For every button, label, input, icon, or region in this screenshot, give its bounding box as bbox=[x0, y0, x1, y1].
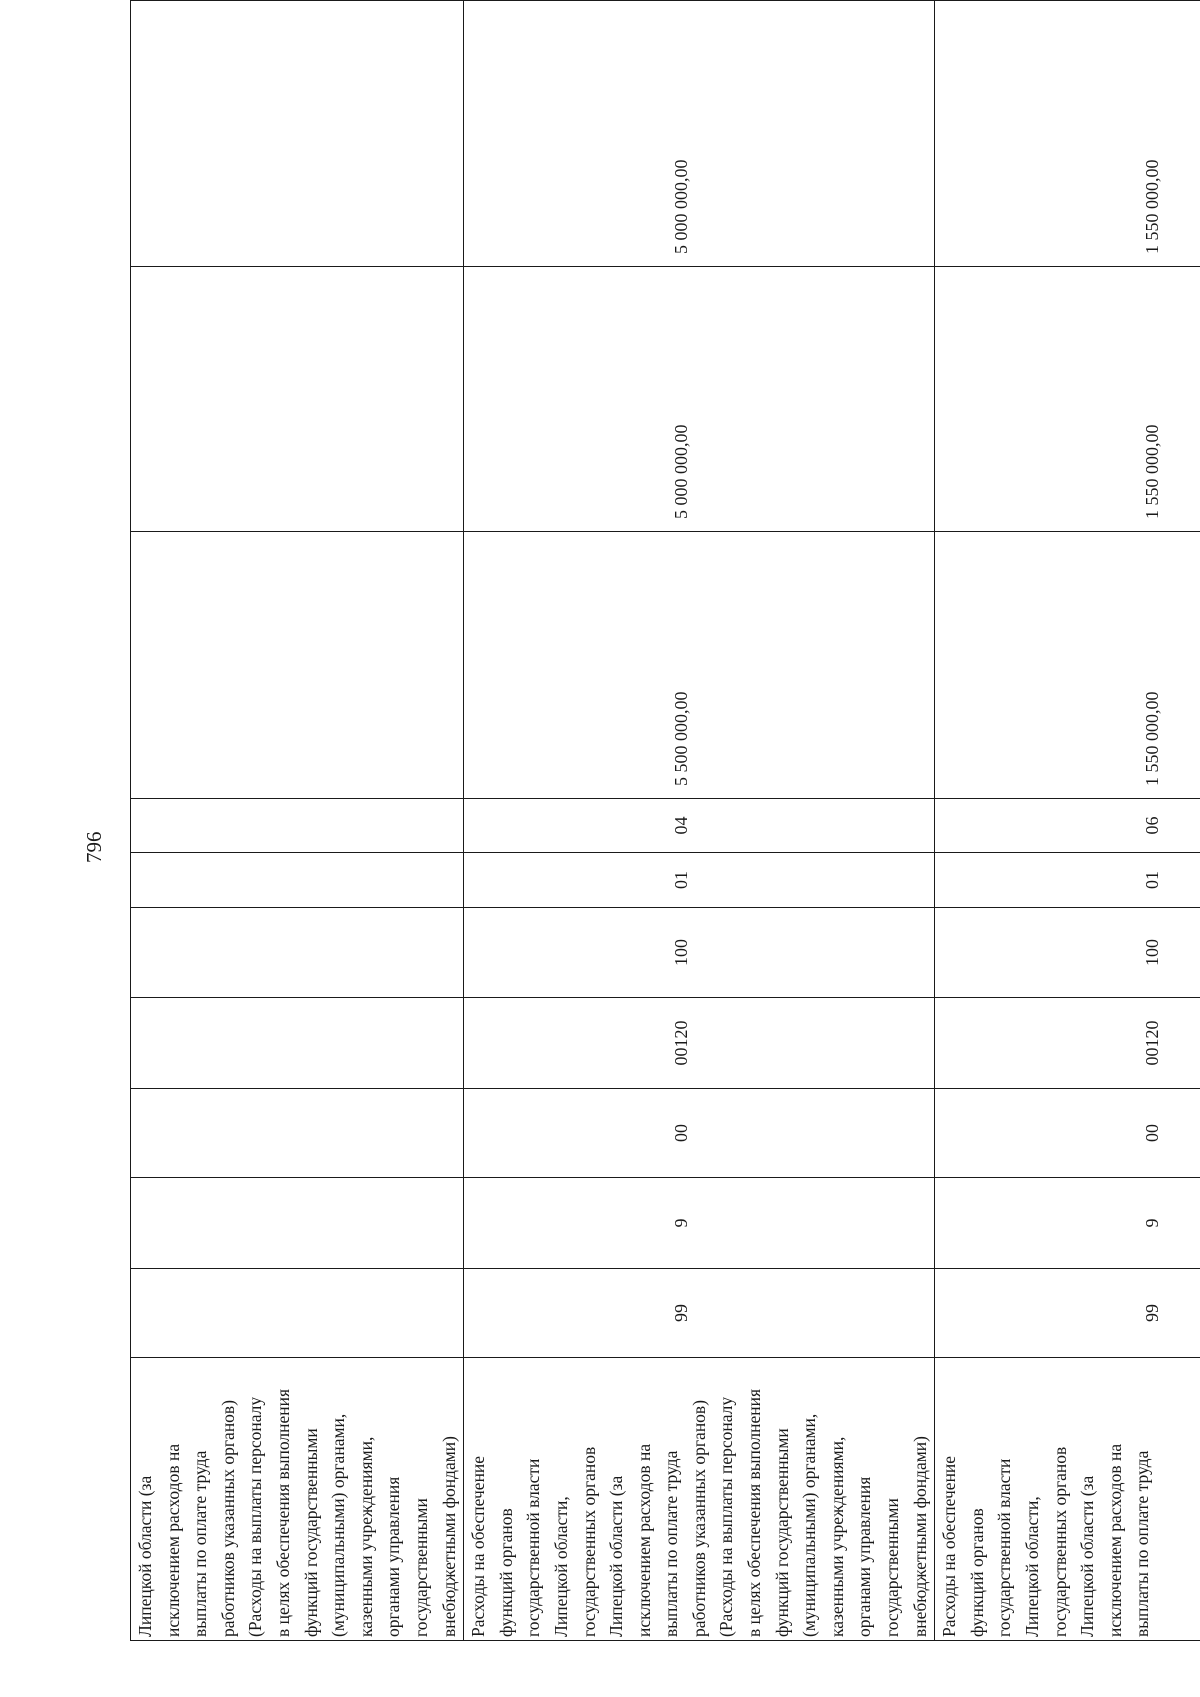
description-line: (Расходы на выплаты персоналу bbox=[716, 1396, 737, 1637]
description-line: Липецкой области, bbox=[550, 1496, 571, 1637]
description-line: (муниципальными) органами, bbox=[328, 1413, 349, 1637]
cell-amount-year2: 5 000 000,00 bbox=[464, 267, 935, 532]
description-line: функций органов bbox=[966, 1508, 987, 1637]
description-line: работников указанных органов) bbox=[688, 1399, 709, 1637]
description-line: казенными учреждениями, bbox=[355, 1436, 376, 1637]
description-line: выплаты по оплате труда bbox=[661, 1450, 682, 1637]
description-line: органами управления bbox=[383, 1476, 404, 1637]
table-row bbox=[131, 1, 464, 1641]
cell-subsection: 04 bbox=[464, 799, 935, 853]
description-line: исключением расходов на bbox=[1104, 1443, 1125, 1637]
description-line: в целях обеспечения выполнения bbox=[272, 1388, 293, 1637]
description-line: Липецкой области (за bbox=[606, 1475, 627, 1637]
budget-table-rotated bbox=[130, 1, 1163, 1641]
row-description bbox=[131, 1358, 464, 1641]
cell-subprogram bbox=[131, 1178, 464, 1269]
description-line: в целях обеспечения выполнения bbox=[744, 1388, 765, 1637]
description-line: выплаты по оплате труда bbox=[1132, 1450, 1153, 1637]
description-line: функций органов bbox=[495, 1508, 516, 1637]
cell-section bbox=[131, 853, 464, 908]
description-line: государственных органов bbox=[1049, 1446, 1070, 1637]
cell-subprogram: 9 bbox=[464, 1178, 935, 1269]
cell-direction bbox=[131, 998, 464, 1089]
cell-section: 01 bbox=[935, 853, 1200, 908]
cell-section: 01 bbox=[464, 853, 935, 908]
cell-main-event: 00 bbox=[464, 1089, 935, 1178]
cell-main-event: 00 bbox=[935, 1089, 1200, 1178]
cell-amount-year2: 1 550 000,00 bbox=[935, 267, 1200, 532]
cell-subsection: 06 bbox=[935, 799, 1200, 853]
description-line: (муниципальными) органами, bbox=[799, 1413, 820, 1637]
description-line: Липецкой области, bbox=[1022, 1496, 1042, 1637]
cell-subsection bbox=[131, 799, 464, 853]
description-line: государственной власти bbox=[523, 1458, 544, 1637]
description-line: Липецкой области (за bbox=[1077, 1475, 1098, 1637]
description-line: государственных органов bbox=[578, 1446, 599, 1637]
cell-amount-year1: 5 500 000,00 bbox=[464, 532, 935, 799]
cell-amount-year3: 1 550 000,00 bbox=[935, 1, 1200, 267]
description-line: функций государственными bbox=[300, 1428, 321, 1637]
description-line: государственными bbox=[882, 1498, 903, 1637]
description-line: казенными учреждениями, bbox=[826, 1436, 847, 1637]
description-line: Расходы на обеспечение bbox=[468, 1455, 489, 1637]
description-line: государственными bbox=[410, 1498, 431, 1637]
description-line: Расходы на обеспечение bbox=[939, 1455, 960, 1637]
page-number: 796 bbox=[82, 831, 106, 863]
description-line: внебюджетными фондами) bbox=[438, 1436, 459, 1637]
cell-expense-type: 100 bbox=[464, 908, 935, 998]
description-line: государственной власти bbox=[994, 1458, 1015, 1637]
row-description bbox=[464, 1358, 935, 1641]
cell-program bbox=[131, 1269, 464, 1358]
description-line: исключением расходов на bbox=[633, 1443, 654, 1637]
cell-amount-year1: 1 550 000,00 bbox=[935, 532, 1200, 799]
description-line: Липецкой области (за bbox=[135, 1475, 155, 1637]
description-line: работников указанных органов) bbox=[217, 1399, 238, 1637]
description-line: исключением расходов на bbox=[162, 1443, 183, 1637]
description-line: органами управления bbox=[854, 1476, 875, 1637]
description-line: функций государственными bbox=[771, 1428, 792, 1637]
cell-program: 99 bbox=[464, 1269, 935, 1358]
cell-amount-year1 bbox=[131, 532, 464, 799]
cell-amount-year3 bbox=[131, 1, 464, 267]
cell-direction: 00120 bbox=[464, 998, 935, 1089]
cell-main-event bbox=[131, 1089, 464, 1178]
description-line: внебюджетными фондами) bbox=[909, 1436, 930, 1637]
description-line: выплаты по оплате труда bbox=[190, 1450, 211, 1637]
cell-program: 99 bbox=[935, 1269, 1200, 1358]
row-description bbox=[935, 1358, 1200, 1641]
cell-expense-type: 100 bbox=[935, 908, 1200, 998]
cell-expense-type bbox=[131, 908, 464, 998]
table-row bbox=[464, 1, 935, 1641]
cell-subprogram: 9 bbox=[935, 1178, 1200, 1269]
cell-direction: 00120 bbox=[935, 998, 1200, 1089]
cell-amount-year2 bbox=[131, 267, 464, 532]
table-row bbox=[935, 1, 1200, 1641]
budget-table bbox=[130, 0, 1200, 1641]
cell-amount-year3: 5 000 000,00 bbox=[464, 1, 935, 267]
description-line: (Расходы на выплаты персоналу bbox=[245, 1396, 266, 1637]
